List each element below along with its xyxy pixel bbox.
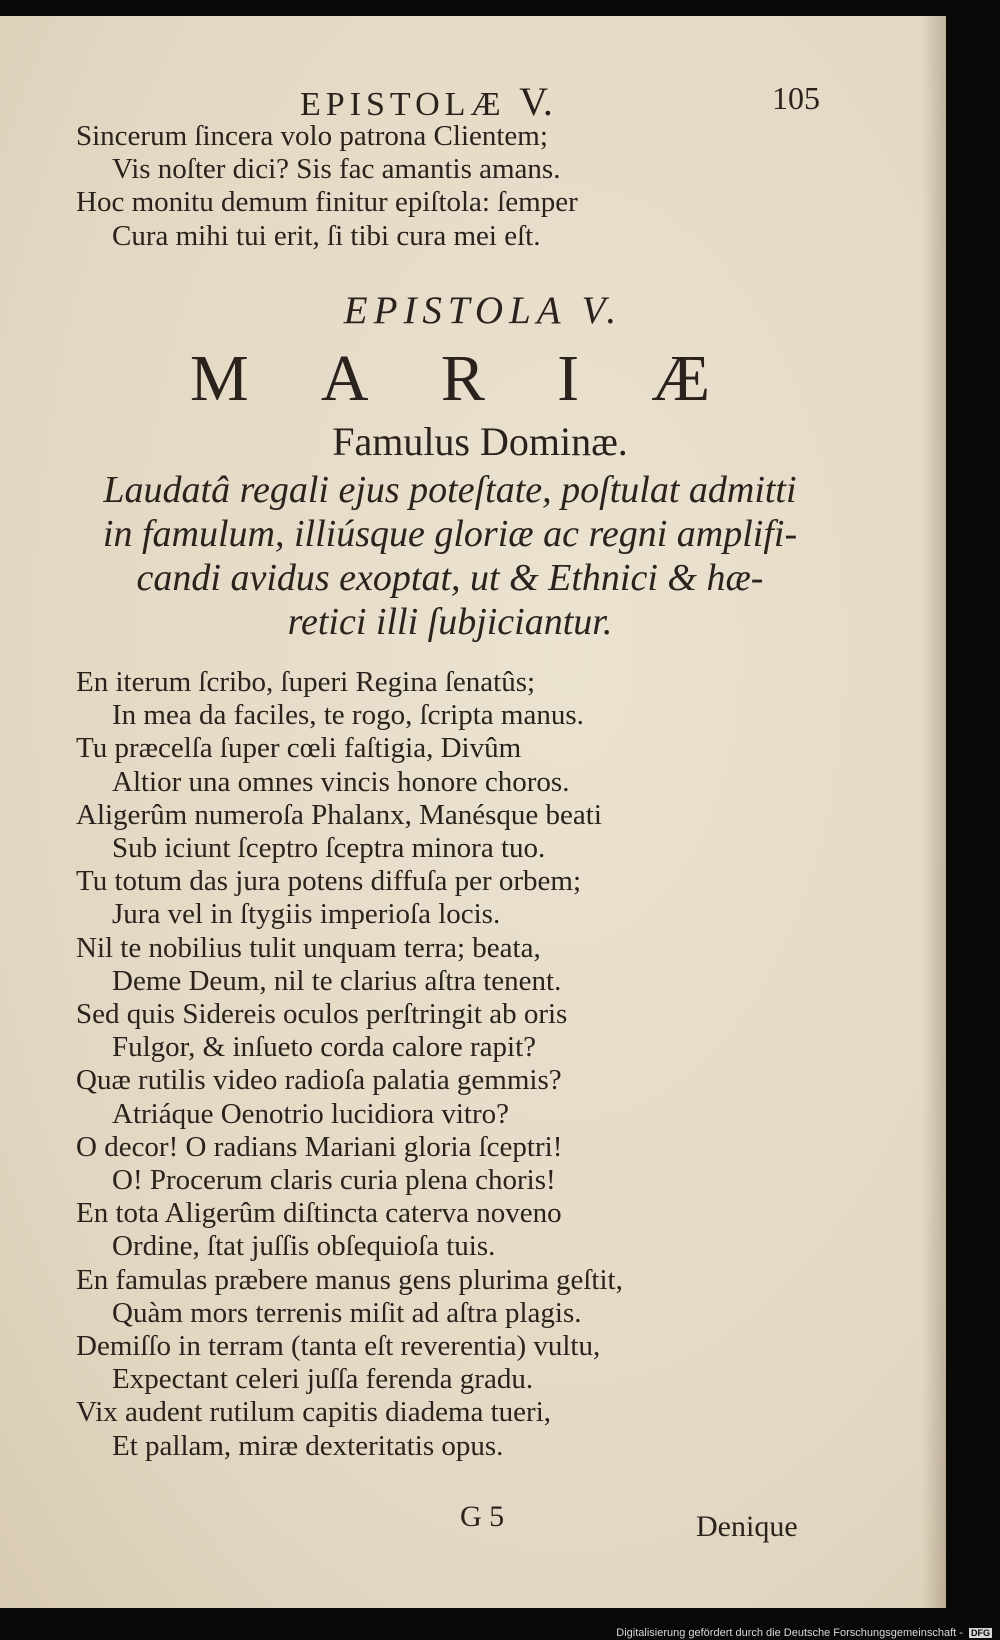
digitization-credit <box>616 1627 992 1639</box>
verse-line: Quàm mors terrenis miſit ad aſtra plagis. <box>112 1296 582 1329</box>
verse-line: Et pallam, miræ dexteritatis opus. <box>112 1429 504 1462</box>
verse-line: Deme Deum, nil te clarius aſtra tenent. <box>112 964 562 997</box>
catchword: Denique <box>696 1510 798 1543</box>
verse-line: Hoc monitu demum finitur epiſtola: ſemper <box>76 186 578 219</box>
verse-line: Tu totum das jura potens diffuſa per orbem; <box>76 865 582 898</box>
page-number: 105 <box>772 80 820 116</box>
verse-line: O! Procerum claris curia plena choris! <box>112 1164 556 1197</box>
running-title-number: V. <box>519 79 553 124</box>
verse-block-top <box>76 120 578 253</box>
addressee-letter: R <box>440 342 485 415</box>
verse-line: Sub iciunt ſceptro ſceptra minora tuo. <box>112 832 546 865</box>
verse-line: Expectant celeri juſſa ferenda gradu. <box>112 1363 534 1396</box>
addressee-letter: Æ <box>651 342 710 415</box>
dfg-logo: DFG <box>971 1628 990 1639</box>
verse-line: Vix audent rutilum capitis diadema tueri, <box>76 1396 552 1429</box>
verse-line: Nil te nobilius tulit unquam terra; beata, <box>76 931 541 964</box>
verse-line: Altior una omnes vincis honore choros. <box>112 765 570 798</box>
verse-line: Sincerum ſincera volo patrona Clientem; <box>76 120 548 152</box>
epistle-argument <box>60 468 840 644</box>
verse-line: Sed quis Sidereis oculos perſtringit ab oris <box>76 998 568 1031</box>
verse-line: Tu præcelſa ſuper cœli faſtigia, Divûm <box>76 732 522 765</box>
epistle-subtitle: Famulus Dominæ. <box>332 419 628 464</box>
credit-text: Digitalisierung gefördert durch die Deutsche Forschungsgemeinschaft - <box>616 1627 963 1639</box>
verse-line: Aligerûm numeroſa Phalanx, Manésque beati <box>76 798 602 831</box>
signature-mark: G 5 <box>460 1500 505 1533</box>
verse-line: O decor! O radians Mariani gloria ſceptri! <box>76 1130 563 1163</box>
verse-line: Cura mihi tui erit, ſi tibi cura mei eſt. <box>112 219 541 252</box>
epistle-title: EPISTOLA V. <box>343 289 623 332</box>
verse-line: En famulas præbere manus gens plurima geſtit, <box>76 1263 623 1296</box>
running-title <box>300 78 553 125</box>
book-page <box>0 16 946 1608</box>
epistle-addressee <box>190 341 710 417</box>
addressee-letter: A <box>320 342 369 415</box>
argument-line: candi avidus exoptat, ut & Ethnici & hæ- <box>136 557 764 599</box>
verse-line: En tota Aligerûm diſtincta caterva noveno <box>76 1197 562 1230</box>
verse-line: Atriáque Oenotrio lucidiora vitro? <box>112 1097 510 1130</box>
verse-line: Demiſſo in terram (tanta eſt reverentia) vultu, <box>76 1330 601 1363</box>
verse-line: Fulgor, & inſueto corda calore rapit? <box>112 1031 537 1064</box>
verse-line: En iterum ſcribo, ſuperi Regina ſenatûs; <box>76 666 536 698</box>
verse-block-main <box>76 666 623 1463</box>
verse-line: Ordine, ſtat juſſis obſequioſa tuis. <box>112 1230 496 1263</box>
verse-line: Jura vel in ſtygiis imperioſa locis. <box>112 898 501 931</box>
argument-line: Laudatâ regali ejus poteſtate, poſtulat admitti <box>103 469 797 511</box>
argument-line: retici illi ſubjiciantur. <box>287 601 613 643</box>
verse-line: Vis noſter dici? Sis fac amantis amans. <box>112 153 561 186</box>
verse-line: In mea da faciles, te rogo, ſcripta manus. <box>112 699 584 732</box>
verse-line: Quæ rutilis video radioſa palatia gemmis? <box>76 1064 562 1097</box>
addressee-letter: I <box>557 342 580 415</box>
argument-line: in famulum, illiúsque gloriæ ac regni amplifi- <box>102 513 798 555</box>
addressee-letter: M <box>190 342 249 415</box>
running-title-small: EPISTOLÆ <box>300 86 506 123</box>
